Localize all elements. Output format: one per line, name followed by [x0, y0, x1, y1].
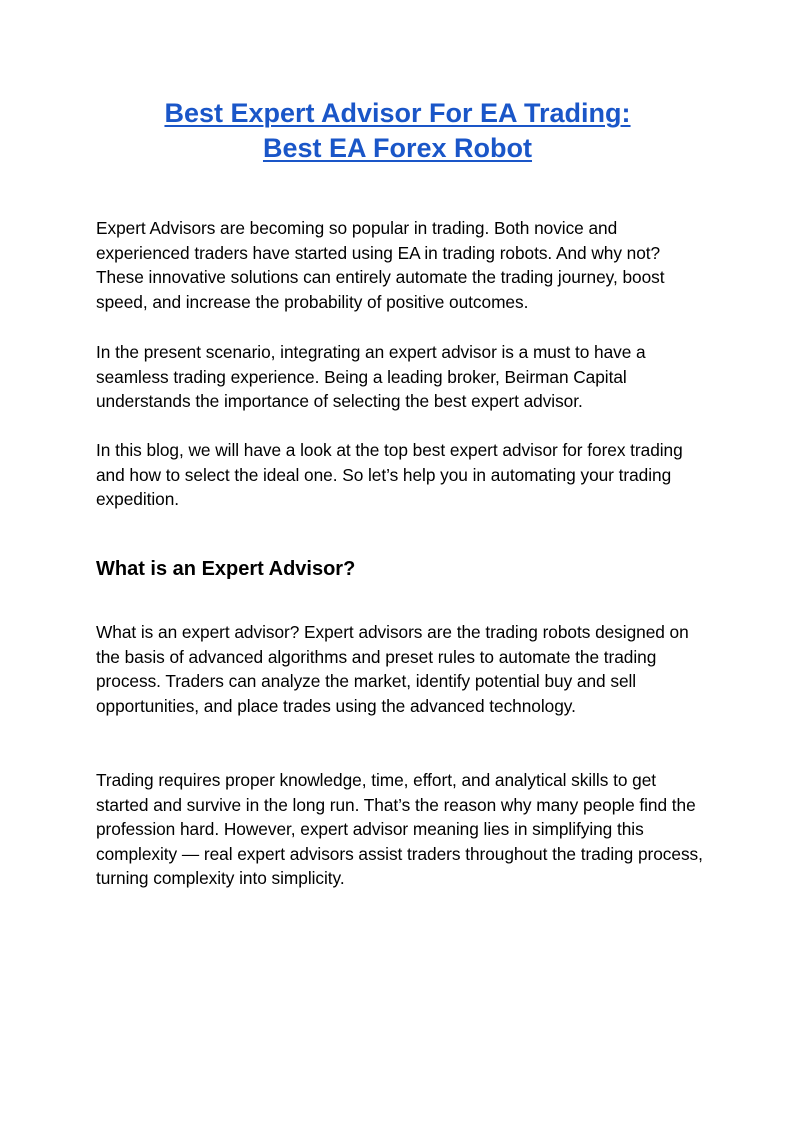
intro-paragraph-3: In this blog, we will have a look at the top best expert advisor for forex trading and how to select the ideal one. So let’s help you in automating your trading expedition.: [96, 440, 683, 510]
title-line-2: Best EA Forex Robot: [262, 133, 533, 163]
section-paragraph-2: Trading requires proper knowledge, time, effort, and analytical skills to get started and survive in the long run. That’s the reason why many people find the profession hard. However, expert advisor meaning lies in simplifying this complexity — real expert advisors assist traders throughout the trading process, turning complexity into simplicity.: [96, 770, 703, 889]
title-link[interactable]: [164, 98, 630, 163]
section-heading: What is an Expert Advisor?: [96, 558, 356, 580]
title-line-1: Best Expert Advisor For EA Trading:: [164, 98, 631, 128]
intro-paragraph-2: In the present scenario, integrating an expert advisor is a must to have a seamless trading experience. Being a leading broker, Beirman Capital understands the importance of selecting the best expert advisor.: [96, 342, 646, 412]
section-paragraph-1: What is an expert advisor? Expert advisors are the trading robots designed on the basis of advanced algorithms and preset rules to automate the trading process. Traders can analyze the market, identify potential buy and sell opportunities, and place trades using the advanced technology.: [96, 622, 689, 716]
intro-paragraph-1: Expert Advisors are becoming so popular in trading. Both novice and experienced traders have started using EA in trading robots. And why not? These innovative solutions can entirely automate the trading journey, boost speed, and increase the probability of positive outcomes.: [96, 218, 665, 312]
page-title: [96, 96, 699, 166]
